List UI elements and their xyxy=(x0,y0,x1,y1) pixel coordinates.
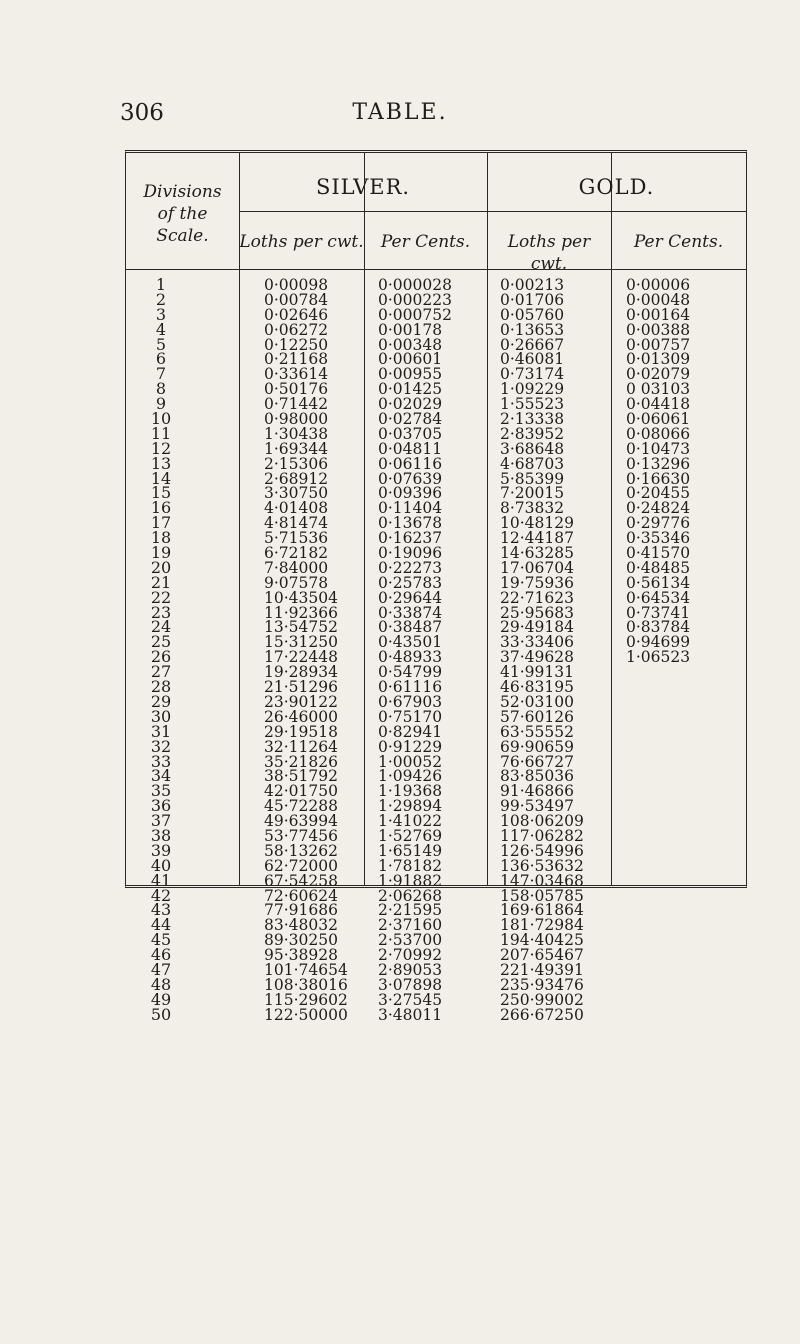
table-cell: 21·51296 xyxy=(264,678,338,697)
table-cell: 0·000028 xyxy=(378,276,452,294)
table-cell: 158·05785 xyxy=(500,886,584,905)
table-cell: 0·75170 xyxy=(378,707,443,726)
table-cell: 0·10473 xyxy=(626,439,691,458)
gold-loths-column xyxy=(500,278,611,1023)
table-cell: 0·16237 xyxy=(378,529,443,548)
table-cell: 181·72984 xyxy=(500,916,584,935)
table-cell: 29·19518 xyxy=(264,722,338,741)
table-cell: 2·83952 xyxy=(500,424,565,443)
table-cell: 36 xyxy=(150,796,172,816)
table-cell: 2·37160 xyxy=(378,916,443,935)
table-cell: 2 xyxy=(155,289,167,309)
table-cell: 9 xyxy=(155,394,167,414)
table-cell: 0·19096 xyxy=(378,544,443,563)
table-cell: 22 xyxy=(150,587,172,607)
table-cell: 1·52769 xyxy=(378,826,443,845)
table-cell: 0·48485 xyxy=(626,558,691,577)
table-cell: 21 xyxy=(150,572,172,592)
gold-underline xyxy=(487,211,746,212)
table-cell: 16 xyxy=(150,498,172,518)
table-cell: 53·77456 xyxy=(264,826,338,845)
table-cell: 0·04418 xyxy=(626,395,691,414)
table-cell: 46 xyxy=(150,945,172,965)
table-cell: 2·68912 xyxy=(264,469,329,488)
table-cell: 0·04811 xyxy=(378,439,443,458)
table-cell: 83·48032 xyxy=(264,916,338,935)
table-cell: 0 03103 xyxy=(626,380,691,399)
table-cell: 0·25783 xyxy=(378,573,443,592)
table-cell: 32 xyxy=(150,736,172,756)
table-cell: 0·06116 xyxy=(378,454,443,473)
table-cell: 33 xyxy=(150,751,172,771)
table-cell: 1·78182 xyxy=(378,856,443,875)
table-cell: 37·49628 xyxy=(500,648,574,667)
table-cell: 4·81474 xyxy=(264,514,329,533)
table-cell: 0·00784 xyxy=(264,290,329,309)
table-cell: 23·90122 xyxy=(264,692,338,711)
table-cell: 2·13338 xyxy=(500,410,565,429)
table-cell: 43 xyxy=(150,900,172,920)
page-number: 306 xyxy=(120,100,164,126)
conversion-table xyxy=(125,150,747,1024)
table-cell: 0·000223 xyxy=(378,290,452,309)
table-cell: 0·13678 xyxy=(378,514,443,533)
table-cell: 0·64534 xyxy=(626,588,691,607)
table-cell: 32·11264 xyxy=(264,737,338,756)
table-cell: 13·54752 xyxy=(264,618,338,637)
table-cell: 77·91686 xyxy=(264,901,338,920)
table-cell: 11·92366 xyxy=(264,603,338,622)
table-cell: 0·01425 xyxy=(378,380,443,399)
table-cell: 1·69344 xyxy=(264,439,329,458)
table-cell: 0·41570 xyxy=(626,544,691,563)
table-cell: 6·72182 xyxy=(264,544,329,563)
table-cell: 47 xyxy=(150,959,172,979)
table-cell: 27 xyxy=(150,662,172,682)
table-cell: 0·35346 xyxy=(626,529,691,548)
table-cell: 115·29602 xyxy=(264,990,348,1009)
table-cell: 3 xyxy=(155,304,167,324)
table-cell: 0·02029 xyxy=(378,395,443,414)
table-cell: 2·15306 xyxy=(264,454,329,473)
header-rule xyxy=(126,269,746,270)
silver-underline xyxy=(239,211,487,212)
table-cell: 0·33874 xyxy=(378,603,443,622)
divisions-column xyxy=(126,275,196,1024)
table-cell: 91·46866 xyxy=(500,782,574,801)
table-cell: 38·51792 xyxy=(264,767,338,786)
table-cell: 17·22448 xyxy=(264,648,338,667)
table-cell: 0·06061 xyxy=(626,410,691,429)
table-cell: 0·00178 xyxy=(378,320,443,339)
table-cell: 2·53700 xyxy=(378,931,443,950)
silver-header: SILVER. xyxy=(315,175,411,199)
table-cell: 10·43504 xyxy=(264,588,338,607)
table-cell: 0·54799 xyxy=(378,663,443,682)
table-cell: 1·91882 xyxy=(378,871,443,890)
table-cell: 117·06282 xyxy=(500,826,584,845)
table-cell: 0·00213 xyxy=(500,276,565,294)
table-cell: 0·09396 xyxy=(378,484,443,503)
table-cell: 25·95683 xyxy=(500,603,574,622)
table-cell: 136·53632 xyxy=(500,856,584,875)
table-cell: 0·20455 xyxy=(626,484,691,503)
table-cell: 108·06209 xyxy=(500,812,584,831)
table-cell: 24 xyxy=(150,617,172,637)
table-cell: 63·55552 xyxy=(500,722,574,741)
table-cell: 108·38016 xyxy=(264,975,348,994)
table-cell: 0·13653 xyxy=(500,320,565,339)
table-cell: 122·50000 xyxy=(264,1005,348,1024)
table-cell: 0·00348 xyxy=(378,335,443,354)
table-cell: 7·20015 xyxy=(500,484,565,503)
table-cell: 8 xyxy=(155,379,167,399)
table-cell: 0·29644 xyxy=(378,588,443,607)
silver-loths-header: Loths per cwt. xyxy=(239,232,364,252)
table-cell: 0·03705 xyxy=(378,424,443,443)
table-cell: 1·00052 xyxy=(378,752,443,771)
table-cell: 1·65149 xyxy=(378,841,443,860)
table-cell: 169·61864 xyxy=(500,901,584,920)
table-cell: 8·73832 xyxy=(500,499,565,518)
table-cell: 15 xyxy=(150,483,172,503)
table-cell: 41 xyxy=(150,870,172,890)
table-cell: 46·83195 xyxy=(500,678,574,697)
table-cell: 7 xyxy=(155,364,167,384)
table-cell: 11 xyxy=(150,423,172,443)
table-cell: 3·30750 xyxy=(264,484,329,503)
table-cell: 0·33614 xyxy=(264,365,329,384)
table-cell: 1·41022 xyxy=(378,812,443,831)
table-cell: 89·30250 xyxy=(264,931,338,950)
table-cell: 1·55523 xyxy=(500,395,565,414)
table-cell: 57·60126 xyxy=(500,707,574,726)
table-cell: 42·01750 xyxy=(264,782,338,801)
table-cell: 0·26667 xyxy=(500,335,565,354)
table-cell: 0·98000 xyxy=(264,410,329,429)
gold-header: GOLD. xyxy=(578,175,655,199)
table-cell: 0·11404 xyxy=(378,499,443,518)
table-cell: 0·21168 xyxy=(264,350,329,369)
table-cell: 1·06523 xyxy=(626,648,691,667)
table-cell: 25 xyxy=(150,632,172,652)
table-cell: 9·07578 xyxy=(264,573,329,592)
table-cell: 3·48011 xyxy=(378,1005,443,1024)
table-cell: 1·09229 xyxy=(500,380,565,399)
table-cell: 0·91229 xyxy=(378,737,443,756)
table-cell: 41·99131 xyxy=(500,663,574,682)
table-cell: 0·83784 xyxy=(626,618,691,637)
silver-cents-column xyxy=(378,278,487,1023)
table-cell: 10·48129 xyxy=(500,514,574,533)
scale-header xyxy=(126,181,239,247)
table-cell: 67·54258 xyxy=(264,871,338,890)
table-cell: 0·07639 xyxy=(378,469,443,488)
table-cell: 4·68703 xyxy=(500,454,565,473)
table-cell: 6 xyxy=(155,349,167,369)
table-cell: 2·21595 xyxy=(378,901,443,920)
scale-header-line: Divisions xyxy=(143,182,222,202)
table-cell: 1·30438 xyxy=(264,424,329,443)
table-cell: 26 xyxy=(150,647,172,667)
table-cell: 42 xyxy=(150,885,172,905)
table-cell: 0·02079 xyxy=(626,365,691,384)
table-cell: 99·53497 xyxy=(500,797,574,816)
table-cell: 0·000752 xyxy=(378,305,452,324)
table-cell: 5 xyxy=(155,334,167,354)
table-cell: 0·12250 xyxy=(264,335,329,354)
table-cell: 1·19368 xyxy=(378,782,443,801)
table-cell: 1·29894 xyxy=(378,797,443,816)
table-cell: 2·89053 xyxy=(378,960,443,979)
table-cell: 147·03468 xyxy=(500,871,584,890)
table-cell: 45·72288 xyxy=(264,797,338,816)
table-cell: 3·27545 xyxy=(378,990,443,1009)
table-cell: 0·82941 xyxy=(378,722,443,741)
column-rule xyxy=(611,153,612,885)
table-cell: 26·46000 xyxy=(264,707,338,726)
gold-loths-header: Loths per cwt. xyxy=(507,232,591,274)
table-cell: 0·00757 xyxy=(626,335,691,354)
table-cell: 69·90659 xyxy=(500,737,574,756)
table-cell: 0·06272 xyxy=(264,320,329,339)
table-cell: 12·44187 xyxy=(500,529,574,548)
table-cell: 101·74654 xyxy=(264,960,348,979)
table-cell: 0·43501 xyxy=(378,633,443,652)
column-rule xyxy=(239,153,240,885)
table-cell: 18 xyxy=(150,528,172,548)
table-cell: 0·00388 xyxy=(626,320,691,339)
table-cell: 0·73741 xyxy=(626,603,691,622)
silver-cents-header: Per Cents. xyxy=(380,232,471,252)
table-cell: 3·07898 xyxy=(378,975,443,994)
table-cell: 38 xyxy=(150,825,172,845)
table-cell: 14·63285 xyxy=(500,544,574,563)
scale-header-line: Scale. xyxy=(156,226,209,246)
table-cell: 31 xyxy=(150,721,172,741)
table-cell: 0·67903 xyxy=(378,692,443,711)
table-cell: 0·56134 xyxy=(626,573,691,592)
table-cell: 34 xyxy=(150,766,172,786)
silver-loths-column xyxy=(264,278,364,1023)
table-cell: 17·06704 xyxy=(500,558,574,577)
table-cell: 23 xyxy=(150,602,172,622)
table-cell: 72·60624 xyxy=(264,886,338,905)
table-cell: 194·40425 xyxy=(500,931,584,950)
table-cell: 48 xyxy=(150,974,172,994)
table-cell: 207·65467 xyxy=(500,946,584,965)
table-cell: 0·02784 xyxy=(378,410,443,429)
table-cell: 0·00601 xyxy=(378,350,443,369)
table-cell: 13 xyxy=(150,453,172,473)
table-cell: 0·02646 xyxy=(264,305,329,324)
table-cell: 235·93476 xyxy=(500,975,584,994)
table-cell: 58·13262 xyxy=(264,841,338,860)
table-cell: 62·72000 xyxy=(264,856,338,875)
gold-cents-column xyxy=(626,278,746,665)
table-cell: 0·73174 xyxy=(500,365,565,384)
table-cell: 0·38487 xyxy=(378,618,443,637)
table-cell: 0·01706 xyxy=(500,290,565,309)
table-cell: 126·54996 xyxy=(500,841,584,860)
table-cell: 49 xyxy=(150,989,172,1009)
table-cell: 4·01408 xyxy=(264,499,329,518)
table-cell: 5·71536 xyxy=(264,529,329,548)
table-cell: 49·63994 xyxy=(264,812,338,831)
table-cell: 52·03100 xyxy=(500,692,574,711)
table-cell: 266·67250 xyxy=(500,1005,584,1024)
table-cell: 35 xyxy=(150,781,172,801)
table-cell: 76·66727 xyxy=(500,752,574,771)
column-rule xyxy=(364,153,365,885)
table-cell: 95·38928 xyxy=(264,946,338,965)
table-cell: 1·09426 xyxy=(378,767,443,786)
table-cell: 45 xyxy=(150,930,172,950)
table-cell: 0·48933 xyxy=(378,648,443,667)
table-cell: 29·49184 xyxy=(500,618,574,637)
scale-header-line: of the xyxy=(157,204,208,224)
table-cell: 0·05760 xyxy=(500,305,565,324)
table-cell: 7·84000 xyxy=(264,558,329,577)
table-cell: 0·00164 xyxy=(626,305,691,324)
table-cell: 15·31250 xyxy=(264,633,338,652)
table-cell: 12 xyxy=(150,438,172,458)
table-cell: 10 xyxy=(150,409,172,429)
table-cell: 22·71623 xyxy=(500,588,574,607)
table-cell: 50 xyxy=(150,1004,172,1024)
table-cell: 0·94699 xyxy=(626,633,691,652)
table-cell: 0·71442 xyxy=(264,395,329,414)
table-cell: 39 xyxy=(150,840,172,860)
table-cell: 17 xyxy=(150,513,172,533)
table-cell: 40 xyxy=(150,855,172,875)
table-cell: 35·21826 xyxy=(264,752,338,771)
table-cell: 0·29776 xyxy=(626,514,691,533)
table-cell: 0·46081 xyxy=(500,350,565,369)
table-cell: 0·00955 xyxy=(378,365,443,384)
table-cell: 0·00098 xyxy=(264,276,329,294)
table-cell: 28 xyxy=(150,677,172,697)
table-cell: 33·33406 xyxy=(500,633,574,652)
table-cell: 29 xyxy=(150,691,172,711)
table-cell: 0·08066 xyxy=(626,424,691,443)
table-cell: 19·28934 xyxy=(264,663,338,682)
table-cell: 3·68648 xyxy=(500,439,565,458)
table-cell: 0·00048 xyxy=(626,290,691,309)
table-cell: 44 xyxy=(150,915,172,935)
table-cell: 2·70992 xyxy=(378,946,443,965)
table-cell: 83·85036 xyxy=(500,767,574,786)
table-cell: 1 xyxy=(155,275,167,294)
table-cell: 0·61116 xyxy=(378,678,443,697)
table-cell: 19·75936 xyxy=(500,573,574,592)
table-cell: 0·16630 xyxy=(626,469,691,488)
table-cell: 14 xyxy=(150,468,172,488)
table-cell: 0·13296 xyxy=(626,454,691,473)
table-cell: 4 xyxy=(155,319,167,339)
table-cell: 0·01309 xyxy=(626,350,691,369)
table-cell: 0·00006 xyxy=(626,276,691,294)
table-cell: 5·85399 xyxy=(500,469,565,488)
page-header xyxy=(0,100,800,140)
table-cell: 0·50176 xyxy=(264,380,329,399)
table-cell: 221·49391 xyxy=(500,960,584,979)
table-cell: 0·24824 xyxy=(626,499,691,518)
table-cell: 20 xyxy=(150,557,172,577)
table-cell: 250·99002 xyxy=(500,990,584,1009)
table-cell: 30 xyxy=(150,706,172,726)
gold-cents-header: Per Cents. xyxy=(633,232,724,252)
running-title: TABLE. xyxy=(352,100,448,125)
table-cell: 19 xyxy=(150,543,172,563)
table-cell: 2·06268 xyxy=(378,886,443,905)
table-cell: 37 xyxy=(150,811,172,831)
table-cell: 0·22273 xyxy=(378,558,443,577)
